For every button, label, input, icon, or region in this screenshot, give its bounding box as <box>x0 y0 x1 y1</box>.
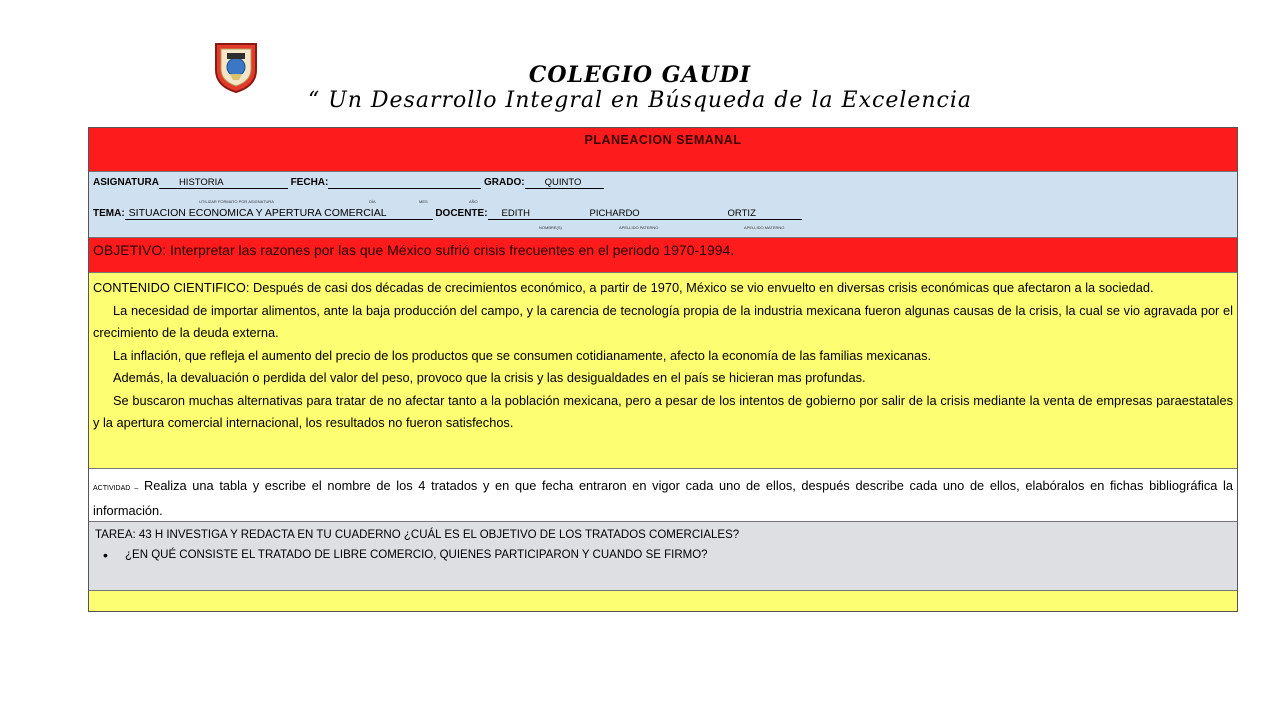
fecha-value <box>328 177 481 189</box>
docente-nombre: EDITH <box>488 208 586 220</box>
paterno-hint: APELLIDO PATERNO <box>619 225 659 230</box>
info-line-2 <box>93 207 802 220</box>
asignatura-label: ASIGNATURA <box>93 177 159 188</box>
dia-hint: DÍA <box>369 199 376 204</box>
homework-bullet: • ¿EN QUÉ CONSISTE EL TRATADO DE LIBRE COMERCIO, QUIENES PARTICIPARON Y CUANDO SE FIRMO? <box>125 545 1233 565</box>
docente-materno: ORTIZ <box>724 208 802 220</box>
mes-hint: MES <box>419 199 428 204</box>
info-line-1 <box>93 177 604 189</box>
grado-value: QUINTO <box>525 177 604 189</box>
weekly-plan-sheet <box>88 127 1238 612</box>
plan-info-row <box>89 172 1237 238</box>
homework-list <box>95 545 1233 565</box>
asignatura-value: HISTORIA <box>159 177 288 189</box>
content-paragraph-2: La necesidad de importar alimentos, ante la baja producción del campo, y la carencia de tecnología propia de la industria mexicana fueron algunas causas de la crisis, la cual se vio agravada por el crecimiento de la deuda externa. <box>93 302 1233 340</box>
activity-row <box>89 469 1237 522</box>
activity-label: ACTIVIDAD – <box>93 485 139 492</box>
docente-paterno: PICHARDO <box>586 208 724 220</box>
content-paragraph-4: Además, la devaluación o perdida del valor del peso, provoco que la crisis y las desigualdades en el país se hicieran mas profundas. <box>113 370 866 385</box>
school-name: COLEGIO GAUDI <box>528 62 752 88</box>
content-paragraph-5: Se buscaron muchas alternativas para tratar de no afectar tanto a la población mexicana, pero a pesar de los intentos de gobierno por salir de la crisis mediante la venta de empresas paraestatales y la apertura comercial internacional, los resultados no fueron satisfechos. <box>93 392 1233 430</box>
asignatura-hint: UTILIZAR FORMATO POR ASIGNATURA <box>199 199 274 204</box>
empty-footer-row <box>89 591 1237 611</box>
fecha-label: FECHA: <box>290 177 329 188</box>
homework-row <box>89 522 1237 591</box>
content-paragraph-3: La inflación, que refleja el aumento del precio de los productos que se consumen cotidianamente, afecto la economía de las familias mexicanas. <box>113 347 932 363</box>
nombre-hint: NOMBRE(S) <box>539 225 562 230</box>
docente-label: DOCENTE: <box>435 208 488 219</box>
grado-label: GRADO: <box>484 177 525 188</box>
materno-hint: APELLIDO MATERNO <box>744 225 785 230</box>
plan-title: PLANEACION SEMANAL <box>584 133 742 147</box>
objective-row <box>89 238 1237 273</box>
school-motto: “ Un Desarrollo Integral en Búsqueda de la Excelencia <box>307 88 973 113</box>
objective-text: OBJETIVO: Interpretar las razones por las que México sufrió crisis frecuentes en el periodo 1970-1994. <box>93 242 735 258</box>
activity-text: Realiza una tabla y escribe el nombre de los 4 tratados y en que fecha entraron en vigor cada uno de ellos, después describe cada uno de ellos, elabóralos en fichas bibliográfica la información. <box>93 478 1233 518</box>
homework-line: TAREA: 43 H INVESTIGA Y REDACTA EN TU CUADERNO ¿CUÁL ES EL OBJETIVO DE LOS TRATADOS COMERCIALES? <box>95 529 740 541</box>
content-paragraph-1: CONTENIDO CIENTIFICO: Después de casi dos décadas de crecimientos económico, a partir de 1970, México se vio envuelto en diversas crisis económicas que afectaron a la sociedad. <box>93 280 1154 295</box>
tema-label: TEMA: <box>93 208 125 219</box>
content-row <box>89 273 1237 469</box>
tema-value: SITUACION ECONOMICA Y APERTURA COMERCIAL <box>125 207 433 220</box>
ano-hint: AÑO <box>469 199 478 204</box>
plan-title-row <box>89 128 1237 172</box>
